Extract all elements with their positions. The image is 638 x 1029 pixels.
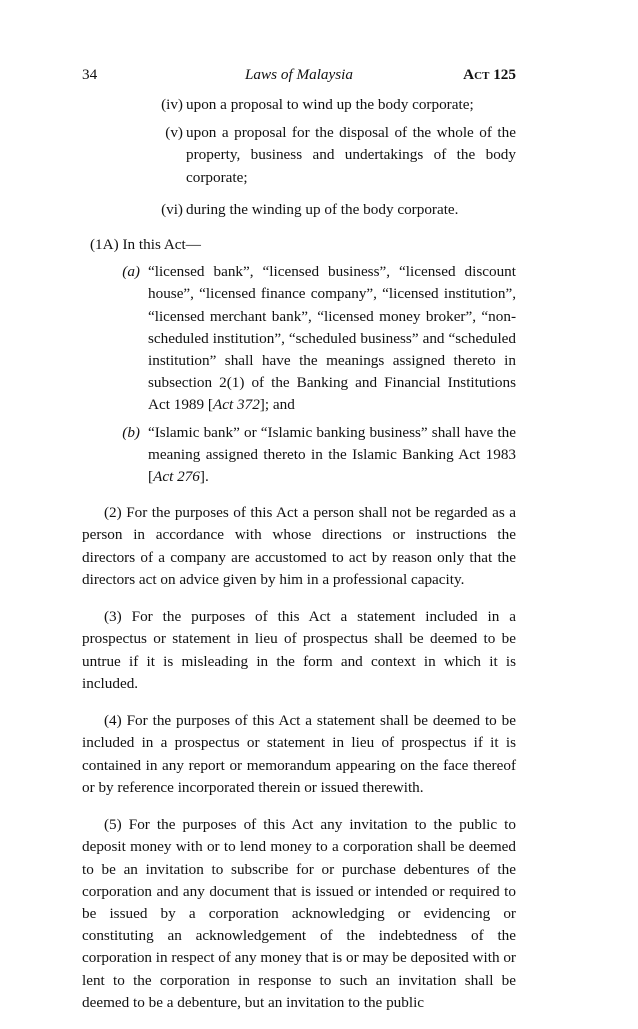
running-title: Laws of Malaysia xyxy=(244,66,353,83)
definition-item xyxy=(82,422,516,489)
paragraph: (3) For the purposes of this Act a statement included in a prospectus or statement in lieu of prospectus shall be deemed to be untrue if it is misleading in the form and context in which it is included. xyxy=(82,608,516,692)
item-label: (vi) xyxy=(161,200,183,218)
item-text: upon a proposal for the disposal of the whole of the property, business and undertakings of the body corporate; xyxy=(186,124,516,186)
definition-label: (a) xyxy=(122,263,140,281)
act-number: Act 125 xyxy=(463,66,516,83)
list-item xyxy=(82,94,516,116)
paragraph: (2) For the purposes of this Act a person shall not be regarded as a person in accordance with whose directions or instructions the directors of a company are accustomed to act by reason only that the directors act on advice given by him in a professional capacity. xyxy=(82,504,516,588)
act-reference: Act 276 xyxy=(153,468,200,486)
paragraph: (4) For the purposes of this Act a statement shall be deemed to be included in a prospectus or statement in lieu of prospectus if it is contained in any report or memorandum appearing on the face thereof or by reference incorporated therein or issued therewith. xyxy=(82,712,516,796)
subsection-intro: In this Act— xyxy=(122,236,201,254)
act-reference: Act 372 xyxy=(212,396,260,414)
page-number: 34 xyxy=(82,66,98,83)
list-item xyxy=(82,199,516,221)
item-text: during the winding up of the body corporate. xyxy=(186,200,459,218)
paragraph: (5) For the purposes of this Act any invitation to the public to deposit money with or to lend money to a corporation shall be deemed to be an invitation to subscribe for or purchase debentures of the corporation and any document that is issued or intended or required to be issued by a corporation acknowledging or evidencing or constituting an acknowledgement of the indebtedness of the corporation in respect of any money that is or may be deposited with or lent to the corporation in response to such an invitation shall be deemed to be a debenture, but an invitation to the public xyxy=(82,816,516,1011)
definition-item xyxy=(82,261,516,416)
item-label: (iv) xyxy=(161,96,183,113)
item-label: (v) xyxy=(165,124,183,142)
subsection-1a-heading xyxy=(82,234,516,256)
item-text: upon a proposal to wind up the body corporate; xyxy=(186,96,474,113)
definition-tail: ]; and xyxy=(259,396,295,414)
page-header xyxy=(82,64,516,86)
list-item xyxy=(82,122,516,189)
subsection-number: (1A) xyxy=(90,236,119,254)
definition-label: (b) xyxy=(122,423,140,441)
definition-text: “licensed bank”, “licensed business”, “licensed discount house”, “licensed finance company”, “licensed institution”, “licensed merchant bank”, “licensed money broker”, “non-scheduled institution”, “scheduled business” and “scheduled institution” shall have the meanings assigned thereto in subsection 2(1) of the Banking and Financial Institutions Act 1989 [ xyxy=(148,263,516,414)
definition-tail: ]. xyxy=(199,468,209,486)
page-body xyxy=(82,94,516,1029)
definition-text: “Islamic bank” or “Islamic banking business” shall have the meaning assigned thereto in the Islamic Banking Act 1983 [ xyxy=(148,423,516,486)
